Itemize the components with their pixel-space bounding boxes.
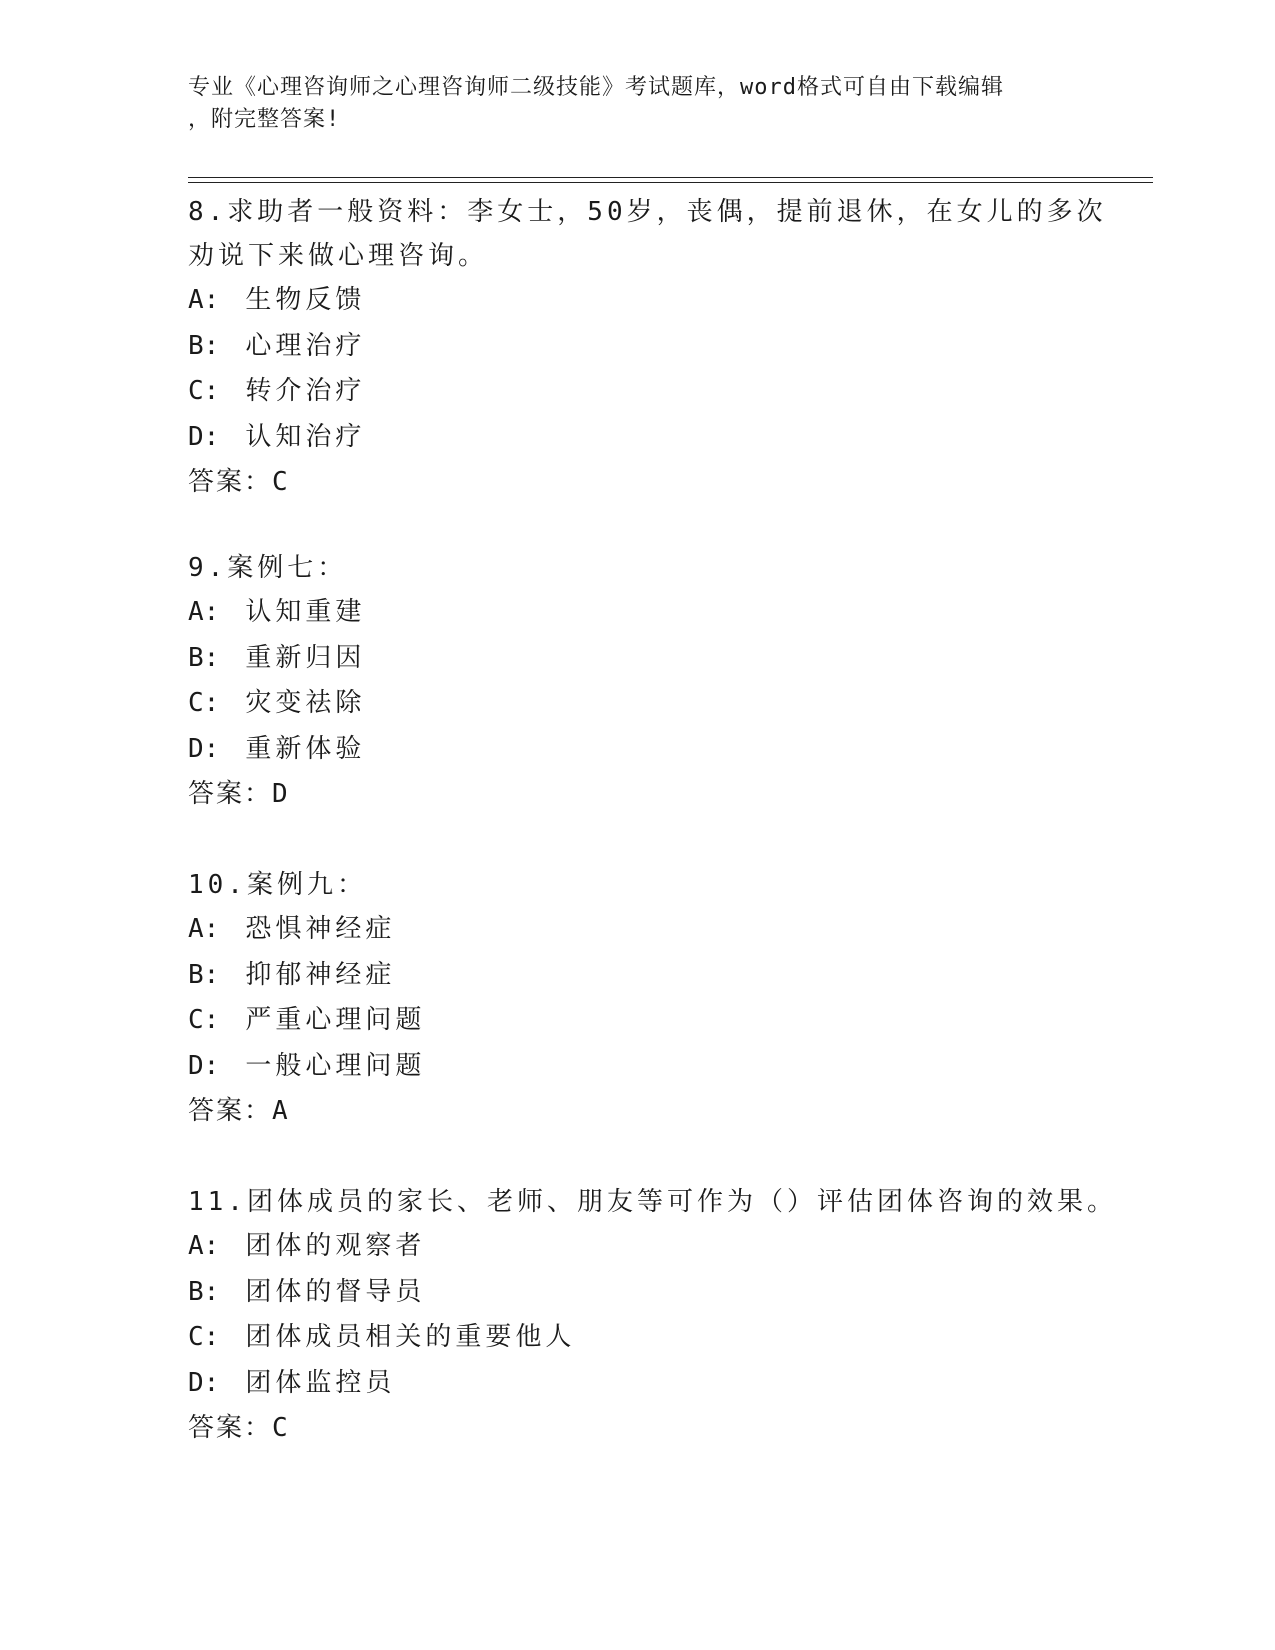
option-text: 灾变祛除 — [245, 688, 366, 718]
option-text: 恐惧神经症 — [245, 914, 396, 944]
option-letter: C: — [188, 1322, 220, 1352]
option-text: 转介治疗 — [245, 376, 366, 406]
option-letter: B: — [188, 642, 220, 673]
option-letter: D: — [188, 1367, 220, 1398]
option-text: 团体的观察者 — [245, 1231, 426, 1261]
option-letter: D: — [188, 1050, 220, 1081]
option-text: 认知治疗 — [245, 421, 366, 452]
option-text: 团体的督导员 — [245, 1276, 426, 1307]
option-d — [188, 1361, 1068, 1407]
option-letter: D: — [188, 421, 220, 452]
option-a — [188, 278, 1068, 324]
document-header — [188, 72, 1068, 136]
question-stem-line: 劝说下来做心理咨询。 — [188, 241, 489, 271]
question-stem-line: 11.团体成员的家长、老师、朋友等可作为（）评估团体咨询的效果。 — [188, 1187, 1117, 1217]
option-d — [188, 1044, 1068, 1090]
option-letter: B: — [188, 959, 220, 990]
answer-label: 答案：C — [188, 1413, 290, 1443]
question-stem — [188, 546, 1068, 590]
option-text: 团体成员相关的重要他人 — [245, 1322, 576, 1352]
option-text: 一般心理问题 — [245, 1050, 426, 1081]
option-letter: B: — [188, 1276, 220, 1307]
option-text: 心理治疗 — [245, 330, 366, 361]
option-c — [188, 369, 1068, 415]
option-b — [188, 636, 1068, 682]
answer-label: 答案：C — [188, 467, 290, 497]
option-text: 认知重建 — [245, 597, 366, 627]
option-text: 严重心理问题 — [245, 1005, 426, 1035]
question-11 — [188, 1180, 1117, 1451]
header-divider-bottom — [188, 182, 1153, 183]
question-stem-line: 9.案例七： — [188, 553, 348, 583]
option-letter: C: — [188, 1005, 220, 1035]
option-a — [188, 907, 1068, 953]
option-letter: C: — [188, 688, 220, 718]
option-letter: A: — [188, 914, 220, 944]
option-c — [188, 681, 1068, 727]
option-letter: C: — [188, 376, 220, 406]
option-d — [188, 727, 1068, 773]
question-stem — [188, 1180, 1117, 1224]
question-9 — [188, 546, 1068, 817]
header-line-1: 专业《心理咨询师之心理咨询师二级技能》考试题库，word格式可自由下载编辑 — [188, 75, 1004, 100]
question-stem-line: 10.案例九： — [188, 870, 367, 900]
option-b — [188, 953, 1068, 999]
option-b — [188, 324, 1068, 370]
option-c — [188, 1315, 1068, 1361]
option-letter: A: — [188, 285, 220, 315]
option-letter: A: — [188, 597, 220, 627]
option-a — [188, 1224, 1068, 1270]
option-text: 团体监控员 — [245, 1367, 396, 1398]
option-letter: B: — [188, 330, 220, 361]
header-divider-top — [188, 177, 1153, 178]
question-10 — [188, 863, 1068, 1134]
option-c — [188, 998, 1068, 1044]
option-letter: D: — [188, 733, 220, 764]
answer-label: 答案：D — [188, 779, 290, 809]
option-text: 抑郁神经症 — [245, 959, 396, 990]
option-a — [188, 590, 1068, 636]
option-text: 重新归因 — [245, 642, 366, 673]
header-line-2: ，附完整答案! — [188, 107, 341, 132]
option-text: 重新体验 — [245, 733, 366, 764]
question-stem-line: 8.求助者一般资料：李女士，50岁，丧偶，提前退休，在女儿的多次 — [188, 197, 1107, 227]
answer-label: 答案：A — [188, 1096, 290, 1126]
question-stem — [188, 863, 1068, 907]
question-8 — [188, 190, 1107, 505]
option-text: 生物反馈 — [245, 285, 366, 315]
option-b — [188, 1270, 1068, 1316]
question-stem — [188, 190, 1107, 278]
option-letter: A: — [188, 1231, 220, 1261]
option-d — [188, 415, 1068, 461]
